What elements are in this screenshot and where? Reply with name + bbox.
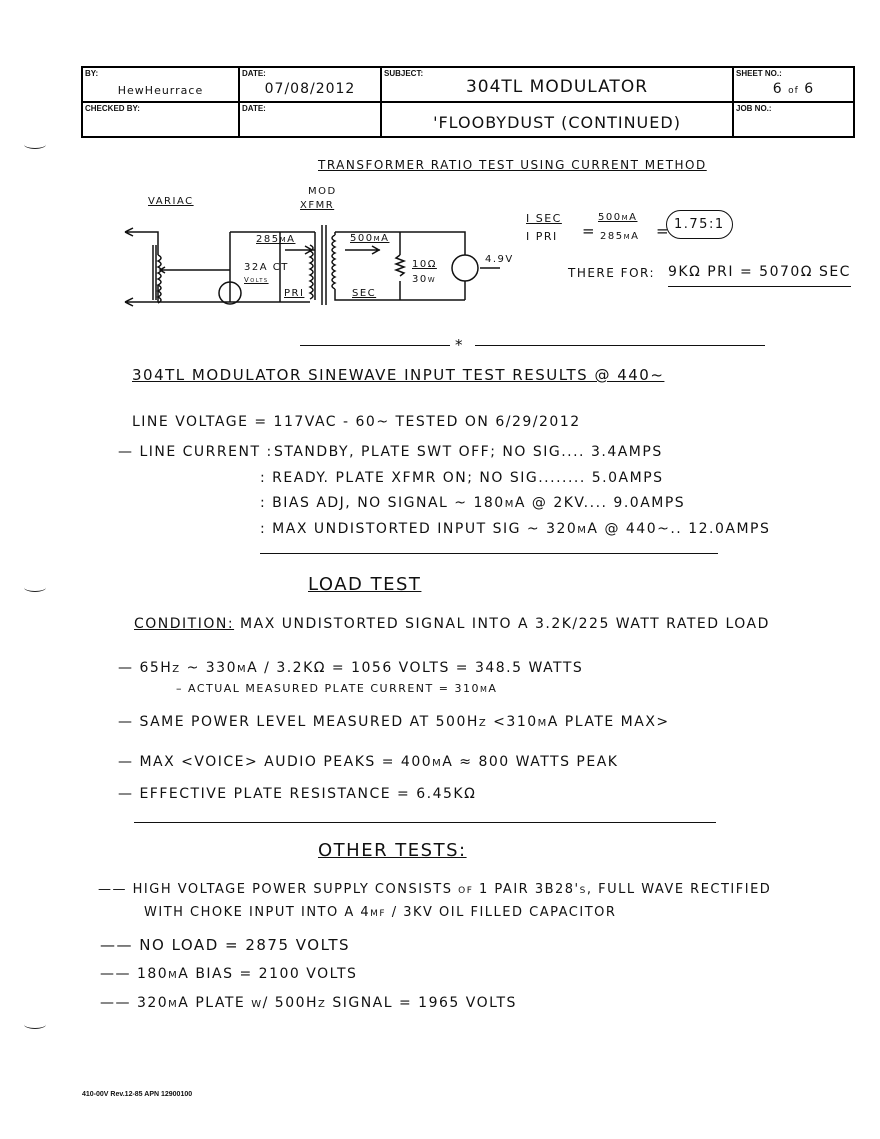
pri-label: PRI (284, 288, 305, 299)
other-item: —— 320mA PLATE w/ 500Hz SIGNAL = 1965 VOLTS (100, 995, 517, 1011)
line-current-row: : BIAS ADJ, NO SIGNAL ~ 180mA @ 2KV.... 9.0AMPS (260, 495, 686, 511)
date-value: 07/08/2012 (264, 81, 356, 97)
ratio-denominator: 285mA (600, 231, 640, 242)
line-current-label: — LINE CURRENT : (118, 444, 273, 460)
pri-current: 285mA (256, 234, 296, 245)
sinewave-title: 304TL MODULATOR SINEWAVE INPUT TEST RESULTS @ 440~ (132, 366, 665, 384)
volts-label: Volts (244, 276, 269, 284)
subject-continued: 'FLOOBYDUST (CONTINUED) (433, 113, 681, 132)
ct-label: 32A CT (244, 262, 289, 273)
ratio-numerator: 500mA (598, 212, 638, 223)
ratio-result: 1.75:1 (666, 210, 733, 239)
therefore-label: THERE FOR: (568, 266, 656, 280)
sheet-number: 6 of 6 (772, 81, 815, 97)
load-item: — EFFECTIVE PLATE RESISTANCE = 6.45KΩ (118, 786, 477, 802)
line-current-row: : MAX UNDISTORTED INPUT SIG ~ 320mA @ 440~.. 12.0AMPS (260, 521, 771, 537)
divider (134, 822, 716, 823)
condition: CONDITION: MAX UNDISTORTED SIGNAL INTO A 3.2K/225 WATT RATED LOAD (134, 616, 770, 632)
punch-mark (24, 1020, 46, 1029)
by-value: HewHeurrace (117, 84, 204, 97)
line-current-row: : READY. PLATE XFMR ON; NO SIG........ 5.0AMPS (260, 470, 664, 486)
line-current-row: STANDBY, PLATE SWT OFF; NO SIG.... 3.4AMPS (274, 444, 663, 460)
ratio-test-title: TRANSFORMER RATIO TEST USING CURRENT METHOD (318, 158, 707, 172)
sec-current: 500mA (350, 233, 390, 244)
divider (300, 345, 450, 346)
resistor-value: 10Ω (412, 259, 437, 270)
divider (475, 345, 765, 346)
line-voltage: LINE VOLTAGE = 117VAC - 60~ TESTED ON 6/29/2012 (132, 414, 581, 430)
load-item: – ACTUAL MEASURED PLATE CURRENT = 310mA (176, 682, 498, 695)
title-block: BY: HewHeurrace DATE: 07/08/2012 SUBJECT: 304TL MODULATOR SHEET NO.: 6 of 6 CHECKED BY: DATE: 'FLOOBYDUST (CONTINUED) JOB NO.: (81, 66, 855, 138)
other-item: —— HIGH VOLTAGE POWER SUPPLY CONSISTS of 1 PAIR 3B28's, FULL WAVE RECTIFIED (98, 882, 772, 897)
ipri-label: I PRI (526, 230, 558, 243)
xfmr-label: XFMR (300, 200, 335, 211)
variac-label: VARIAC (148, 196, 194, 207)
mod-label: MOD (308, 186, 337, 197)
impedance-result: 9KΩ PRI = 5070Ω SEC (668, 264, 851, 287)
form-footer: 410-00V Rev.12-85 APN 12900100 (82, 1091, 193, 1098)
document-page: BY: HewHeurrace DATE: 07/08/2012 SUBJECT: 304TL MODULATOR SHEET NO.: 6 of 6 CHECKED BY: DATE: 'FLOOBYDUST (CONTINUED) JOB NO.: TRANSFORMER RATIO TEST USING CURRENT METHOD VARIAC MOD XFMR 285mA 32A CT Volts PRI 500mA SEC 10Ω 30w 4.9V I SEC I PRI = 500mA 285mA = 1.75:1 THERE FOR: 9KΩ PRI = 5070Ω SEC * 304TL MODULATOR SINEWAVE INPUT TEST RESULTS @ 440~ LINE VOLTAGE = 117VAC - 60~ TESTED ON 6/29/2012 — LINE CURRENT : STANDBY, PLATE SWT OFF; NO SIG.... 3.4AMPS : READY. PLATE XFMR ON; NO SIG........ 5.0AMPS : BIAS ADJ, NO SIGNAL ~ 180mA @ 2KV.... 9.0AMPS : MAX UNDISTORTED INPUT SIG ~ 320mA @ 440~.. 12.0AMPS LOAD TEST CONDITION: MAX UNDISTORTED SIGNAL INTO A 3.2K/225 WATT RATED LOAD — 65Hz ~ 330mA / 3.2KΩ = 1056 VOLTS = 348.5 WATTS – ACTUAL MEASURED PLATE CURRENT = 310mA — SAME POWER LEVEL MEASURED AT 500Hz <310mA PLATE MAX> — MAX <VOICE> AUDIO PEAKS = 400mA ≈ 800 WATTS PEAK — EFFECTIVE PLATE RESISTANCE = 6.45KΩ OTHER TESTS: —— HIGH VOLTAGE POWER SUPPLY CONSISTS of 1 PAIR 3B28's, FULL WAVE RECTIFIED WITH CHOKE INPUT INTO A 4mf / 3KV OIL FILLED CAPACITOR —— NO LOAD = 2875 VOLTS —— 180mA BIAS = 2100 VOLTS —— 320mA PLATE w/ 500Hz SIGNAL = 1965 VOLTS 410-00V Rev.12-85 APN 12900100 (0, 0, 880, 1139)
load-test-title: LOAD TEST (308, 574, 422, 595)
other-item: —— NO LOAD = 2875 VOLTS (100, 936, 351, 954)
load-item: — SAME POWER LEVEL MEASURED AT 500Hz <310mA PLATE MAX> (118, 714, 670, 730)
other-tests-title: OTHER TESTS: (318, 840, 467, 861)
load-item: — 65Hz ~ 330mA / 3.2KΩ = 1056 VOLTS = 348.5 WATTS (118, 660, 584, 676)
load-item: — MAX <VOICE> AUDIO PEAKS = 400mA ≈ 800 WATTS PEAK (118, 754, 619, 770)
subject-value: 304TL MODULATOR (465, 77, 649, 97)
meter-reading: 4.9V (485, 254, 514, 265)
other-item: —— 180mA BIAS = 2100 VOLTS (100, 966, 358, 982)
resistor-wattage: 30w (412, 274, 437, 285)
sec-label: SEC (352, 288, 377, 299)
divider (260, 553, 718, 554)
punch-mark (24, 140, 46, 149)
other-item: WITH CHOKE INPUT INTO A 4mf / 3KV OIL FILLED CAPACITOR (144, 905, 617, 920)
isec-label: I SEC (526, 212, 562, 225)
punch-mark (24, 583, 46, 592)
